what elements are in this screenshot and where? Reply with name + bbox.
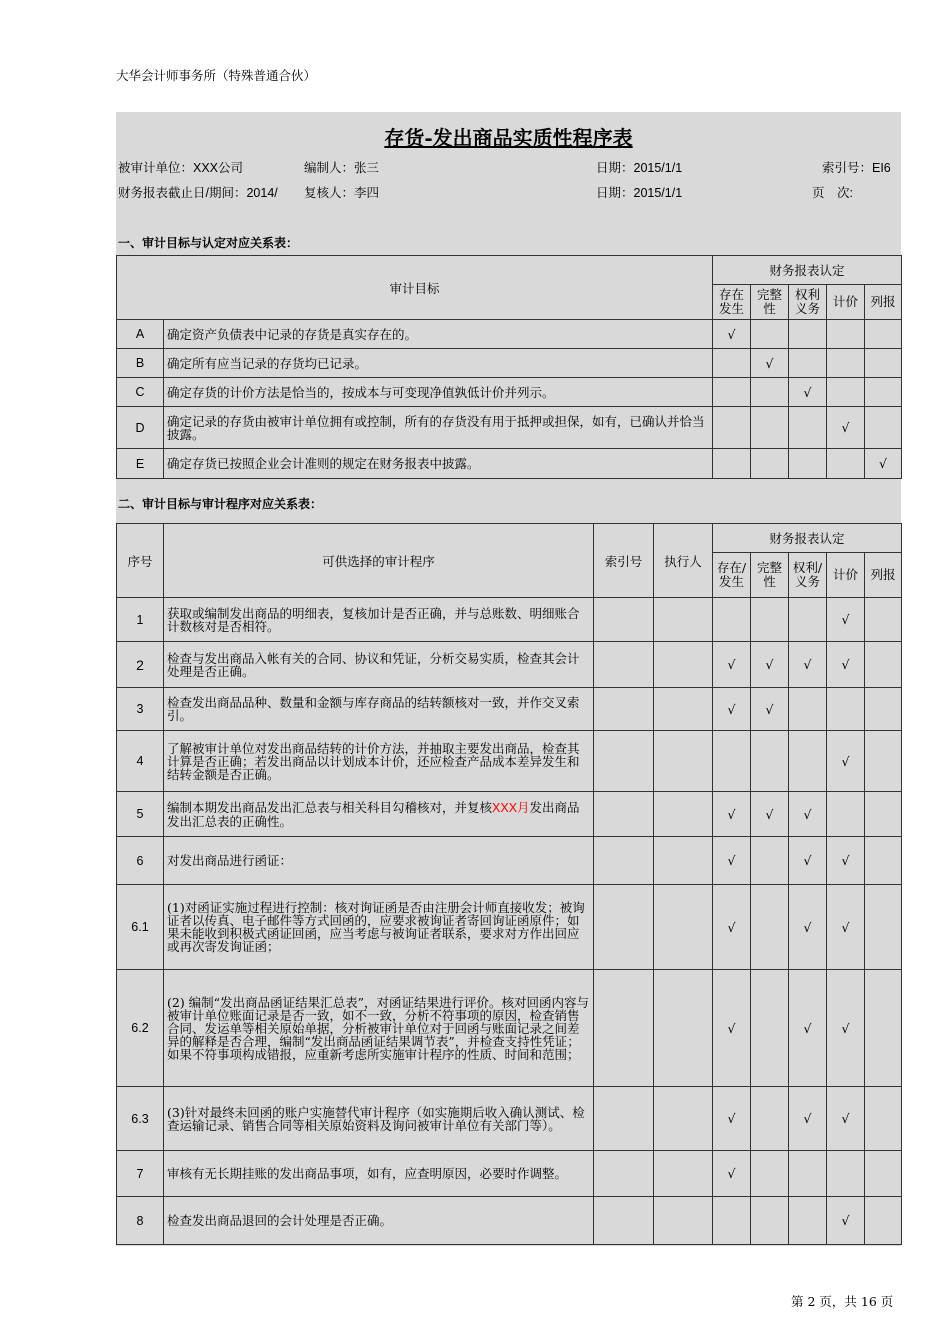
table-row [117,688,902,731]
assertion-header: 列报 [865,285,902,320]
index-cell [594,885,654,970]
check-cell: √ [713,792,751,837]
row-text: (2) 编制“发出商品函证结果汇总表”，对函证结果进行评价。核对回函内容与被审计单位账面记录是否一致，如不一致，分析不符事项的原因，检查销售合同、发运单等相关原始单据，分析被审计单位对于回函与账面记录之间差异的解释是否合理，编制“发出商品函证结果调节表”，并检查支持性凭证；如果不符事项构成错报，应重新考虑所实施审计程序的性质、时间和范围； [164,970,594,1087]
check-cell: √ [789,885,827,970]
check-cell: √ [789,792,827,837]
index-cell [594,688,654,731]
check-cell [713,349,751,378]
check-cell [751,885,789,970]
check-cell [827,688,865,731]
col-objective-header: 审计目标 [117,256,713,320]
page-footer: 第 2 页，共 16 页 [791,1294,894,1309]
reviewer-label: 复核人：李四 [304,186,380,200]
exec-cell [654,598,713,642]
check-cell: √ [827,598,865,642]
check-cell [865,731,902,792]
row-text: 确定资产负债表中记录的存货是真实存在的。 [164,320,713,349]
index-cell [594,1087,654,1151]
row-text: 确定记录的存货由被审计单位拥有或控制，所有的存货没有用于抵押或担保，如有，已确认并恰当披露。 [164,407,713,449]
check-cell [827,349,865,378]
table-row [117,1197,902,1245]
table-row [117,642,902,688]
check-cell: √ [713,1087,751,1151]
row-seq: 1 [117,598,164,642]
assertion-header: 计价 [827,553,865,598]
row-text: 检查与发出商品入帐有关的合同、协议和凭证，分析交易实质，检查其会计处理是否正确。 [164,642,594,688]
check-cell: √ [751,792,789,837]
check-cell: √ [713,885,751,970]
check-cell [713,598,751,642]
check-cell [827,320,865,349]
period-label: 财务报表截止日/期间：2014/ [118,186,278,200]
date2-label: 日期：2015/1/1 [596,186,683,200]
assertion-header: 权利/义务 [789,553,827,598]
check-cell [713,731,751,792]
check-cell [865,598,902,642]
check-cell [865,837,902,885]
assertion-header: 列报 [865,553,902,598]
index-cell [594,598,654,642]
exec-cell [654,837,713,885]
check-cell [751,1197,789,1245]
check-cell: √ [751,642,789,688]
assertion-header: 完整性 [751,553,789,598]
check-cell [751,731,789,792]
table-row [117,731,902,792]
check-cell [789,598,827,642]
check-cell: √ [789,642,827,688]
check-cell: √ [789,970,827,1087]
index-cell [594,970,654,1087]
row-text: 审核有无长期挂账的发出商品事项，如有，应查明原因，必要时作调整。 [164,1151,594,1197]
check-cell [751,320,789,349]
check-cell: √ [713,837,751,885]
check-cell: √ [713,320,751,349]
check-cell: √ [827,885,865,970]
section1-heading: 一、审计目标与认定对应关系表： [118,236,299,250]
row-seq: 8 [117,1197,164,1245]
check-cell [713,1197,751,1245]
client-label: 被审计单位：XXX公司 [118,161,244,175]
row-seq: 4 [117,731,164,792]
exec-cell [654,885,713,970]
assertion-header: 计价 [827,285,865,320]
check-cell [865,1151,902,1197]
check-cell: √ [713,970,751,1087]
check-cell [789,349,827,378]
exec-cell [654,1087,713,1151]
index-label: 索引号：EI6 [822,161,891,175]
row-seq: 6.2 [117,970,164,1087]
check-cell: √ [789,378,827,407]
index-cell [594,642,654,688]
row-id: B [117,349,164,378]
table-row [117,378,902,407]
row-text: 编制本期发出商品发出汇总表与相关科目勾稽核对，并复核XXX月发出商品发出汇总表的正确性。 [164,792,594,837]
index-cell [594,1197,654,1245]
table-row [117,792,902,837]
index-cell [594,837,654,885]
check-cell [713,449,751,479]
exec-cell [654,642,713,688]
col-seq-header: 序号 [117,524,164,598]
check-cell [827,792,865,837]
table-row [117,885,902,970]
assertion-header: 存在/发生 [713,553,751,598]
check-cell [865,1087,902,1151]
assertion-group-header: 财务报表认定 [713,524,902,553]
exec-cell [654,731,713,792]
check-cell: √ [827,837,865,885]
row-seq: 5 [117,792,164,837]
col-index-header: 索引号 [594,524,654,598]
check-cell [865,970,902,1087]
check-cell: √ [751,349,789,378]
exec-cell [654,1197,713,1245]
row-id: E [117,449,164,479]
table-row [117,837,902,885]
row-seq: 7 [117,1151,164,1197]
page-title: 存货-发出商品实质性程序表 [384,126,633,150]
check-cell [751,837,789,885]
table-row [117,349,902,378]
exec-cell [654,688,713,731]
table-row [117,1087,902,1151]
row-text: 确定存货的计价方法是恰当的，按成本与可变现净值孰低计价并列示。 [164,378,713,407]
check-cell: √ [789,1087,827,1151]
check-cell: √ [713,1151,751,1197]
row-text: 确定所有应当记录的存货均已记录。 [164,349,713,378]
check-cell [789,731,827,792]
check-cell [827,378,865,407]
exec-cell [654,1151,713,1197]
assertion-header: 权利义务 [789,285,827,320]
row-text: 对发出商品进行函证： [164,837,594,885]
workpaper-sheet [116,112,901,1246]
check-cell [751,1151,789,1197]
row-seq: 6.3 [117,1087,164,1151]
objective-table [116,255,902,479]
highlighted-month: XXX月 [492,800,530,815]
check-cell [789,449,827,479]
procedure-table [116,523,902,1245]
table-row [117,970,902,1087]
row-text: 确定存货已按照企业会计准则的规定在财务报表中披露。 [164,449,713,479]
check-cell [751,378,789,407]
table-row [117,598,902,642]
index-cell [594,731,654,792]
exec-cell [654,970,713,1087]
row-text: 检查发出商品退回的会计处理是否正确。 [164,1197,594,1245]
check-cell [751,598,789,642]
check-cell [865,349,902,378]
row-text: 获取或编制发出商品的明细表，复核加计是否正确，并与总账数、明细账合计数核对是否相符。 [164,598,594,642]
check-cell: √ [789,837,827,885]
check-cell [713,407,751,449]
check-cell [827,449,865,479]
check-cell [751,449,789,479]
row-text: 检查发出商品品种、数量和金额与库存商品的结转额核对一致，并作交叉索引。 [164,688,594,731]
index-cell [594,792,654,837]
check-cell: √ [865,449,902,479]
table-row [117,320,902,349]
check-cell: √ [751,688,789,731]
col-exec-header: 执行人 [654,524,713,598]
check-cell: √ [713,642,751,688]
check-cell: √ [827,1197,865,1245]
check-cell [789,688,827,731]
check-cell [713,378,751,407]
row-id: D [117,407,164,449]
assertion-group-header: 财务报表认定 [713,256,902,285]
check-cell [865,378,902,407]
check-cell [751,1087,789,1151]
check-cell [751,407,789,449]
firm-name: 大华会计师事务所（特殊普通合伙） [116,68,317,83]
check-cell [865,320,902,349]
check-cell [789,407,827,449]
exec-cell [654,792,713,837]
check-cell [865,642,902,688]
check-cell [751,970,789,1087]
check-cell [865,688,902,731]
check-cell [865,885,902,970]
check-cell [789,1197,827,1245]
row-id: C [117,378,164,407]
row-seq: 6.1 [117,885,164,970]
check-cell: √ [827,970,865,1087]
check-cell: √ [827,1087,865,1151]
row-seq: 6 [117,837,164,885]
check-cell [827,1151,865,1197]
check-cell [865,792,902,837]
row-seq: 2 [117,642,164,688]
check-cell [789,1151,827,1197]
row-text: 了解被审计单位对发出商品结转的计价方法，并抽取主要发出商品，检查其计算是否正确；若发出商品以计划成本计价，还应检查产品成本差异发生和结转金额是否正确。 [164,731,594,792]
check-cell: √ [827,642,865,688]
date1-label: 日期：2015/1/1 [596,161,683,175]
table-row [117,449,902,479]
page-no-label: 页 次: [812,186,853,200]
row-seq: 3 [117,688,164,731]
assertion-header: 存在发生 [713,285,751,320]
assertion-header: 完整性 [751,285,789,320]
row-id: A [117,320,164,349]
check-cell: √ [827,407,865,449]
preparer-label: 编制人：张三 [304,161,380,175]
section2-heading: 二、审计目标与审计程序对应关系表： [118,497,323,511]
row-text: (3)针对最终未回函的账户实施替代审计程序（如实施期后收入确认测试、检查运输记录、销售合同等相关原始资料及询问被审计单位有关部门等）。 [164,1087,594,1151]
index-cell [594,1151,654,1197]
check-cell [789,320,827,349]
table-row [117,1151,902,1197]
table-row [117,407,902,449]
check-cell: √ [827,731,865,792]
check-cell: √ [713,688,751,731]
check-cell [865,407,902,449]
row-text: (1)对函证实施过程进行控制：核对询证函是否由注册会计师直接收发；被询证者以传真、电子邮件等方式回函的，应要求被询证者寄回询证函原件；如果未能收到积极式函证回函，应当考虑与被询证者联系，要求对方作出回应或再次寄发询证函； [164,885,594,970]
check-cell [865,1197,902,1245]
col-proc-header: 可供选择的审计程序 [164,524,594,598]
